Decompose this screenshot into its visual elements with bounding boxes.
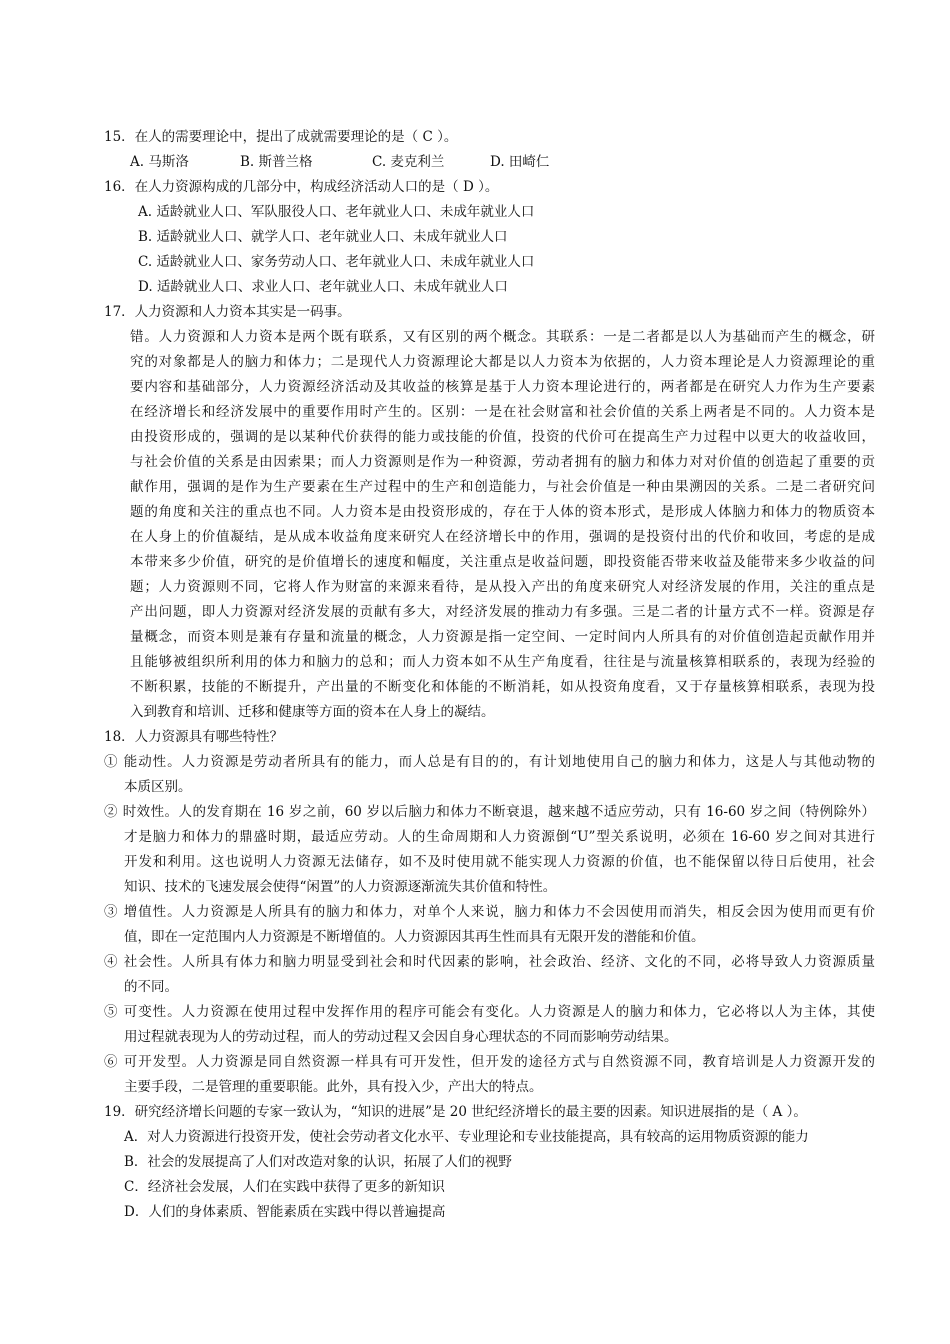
option-a: A．对人力资源进行投资开发，使社会劳动者文化水平、专业理论和专业技能提高，具有较高的运用物质资源的能力	[124, 1129, 809, 1145]
trait-item: ⑥ 可开发型。人力资源是同自然资源一样具有可开发性，但开发的途径方式与自然资源不同，教育培训是人力资源开发的	[104, 1054, 875, 1070]
answer-line: 入到教育和培训、迁移和健康等方面的资本在人身上的凝结。	[130, 704, 495, 720]
question-18-stem: 18．人力资源具有哪些特性？	[104, 729, 284, 745]
answer-line: 产出问题，即人力资源对经济发展的贡献有多大，对经济发展的推动力有多强。三是二者的计量方式不一样。资源是存	[130, 604, 875, 620]
trait-item-continued: 值，即在一定范围内人力资源是不断增值的。人力资源因其再生性而具有无限开发的潜能和价值。	[124, 929, 705, 945]
option-c: C．经济社会发展，人们在实践中获得了更多的新知识	[124, 1179, 445, 1195]
answer-line: 不断积累，技能的不断提升，产出量的不断变化和体能的不断消耗，如从投资角度看，又于存量核算相联系，表现为投	[130, 679, 875, 695]
answer-line: 在人身上的价值凝结，是从成本收益角度来研究人在经济增长中的作用，强调的是投资付出的代价和收回，考虑的是成	[130, 529, 875, 545]
answer-line: 且能够被组织所利用的体力和脑力的总和；而人力资本如不从生产角度看，往往是与流量核算相联系的，表现为经验的	[130, 654, 875, 670]
option-d: D. 田崎仁	[490, 154, 550, 170]
answer-line: 由投资形成的，强调的是以某种代价获得的能力或技能的价值，投资的代价可在提高生产力过程中以更大的收益收回，	[130, 429, 875, 445]
answer-line: 要内容和基础部分，人力资源经济活动及其收益的核算是基于人力资本理论进行的，两者都是在研究人力作为生产要素	[130, 379, 875, 395]
trait-item-continued: 本质区别。	[124, 779, 192, 795]
option-a: A. 马斯洛	[130, 154, 189, 170]
question-17-stem: 17．人力资源和人力资本其实是一码事。	[104, 304, 351, 320]
answer-line: 题的角度和关注的重点也不同。人力资本是由投资形成的，存在于人体的资本形式，是形成人体脑力和体力的物质资本	[130, 504, 875, 520]
trait-item: ① 能动性。人力资源是劳动者所具有的能力，而人总是有目的的，有计划地使用自己的脑力和体力，这是人与其他动物的	[104, 754, 875, 770]
answer-line: 与社会价值的关系是由因索果；而人力资源则是作为一种资源，劳动者拥有的脑力和体力对对价值的创造起了重要的贡	[130, 454, 875, 470]
option-d: D．人们的身体素质、智能素质在实践中得以普遍提高	[124, 1204, 446, 1220]
trait-item-continued: 开发和利用。这也说明人力资源无法储存，如不及时使用就不能实现人力资源的价值，也不能保留以待日后使用，社会	[124, 854, 875, 870]
trait-item-continued: 用过程就表现为人的劳动过程，而人的劳动过程又会因自身心理状态的不同而影响劳动结果。	[124, 1029, 678, 1045]
option-a: A. 适龄就业人口、军队服役人口、老年就业人口、未成年就业人口	[138, 204, 535, 220]
option-b: B. 斯普兰格	[240, 154, 313, 170]
option-c: C. 麦克利兰	[372, 154, 445, 170]
trait-item: ④ 社会性。人所具有体力和脑力明显受到社会和时代因素的影响，社会政治、经济、文化的不同，必将导致人力资源质量	[104, 954, 875, 970]
option-b: B．社会的发展提高了人们对改造对象的认识，拓展了人们的视野	[124, 1154, 512, 1170]
trait-item-continued: 知识、技术的飞速发展会使得“闲置”的人力资源逐渐流失其价值和特性。	[124, 879, 557, 895]
answer-line: 本带来多少价值，研究的是价值增长的速度和幅度，关注重点是收益问题，即投资能否带来收益及能带来多少收益的问	[130, 554, 875, 570]
answer-line: 量概念，而资本则是兼有存量和流量的概念，人力资源是指一定空间、一定时间内人所具有的对价值创造起贡献作用并	[130, 629, 875, 645]
answer-line: 错。人力资源和人力资本是两个既有联系，又有区别的两个概念。其联系：一是二者都是以人为基础而产生的概念，研	[130, 329, 875, 345]
answer-line: 在经济增长和经济发展中的重要作用时产生的。区别：一是在社会财富和社会价值的关系上两者是不同的。人力资本是	[130, 404, 875, 420]
answer-line: 究的对象都是人的脑力和体力；二是现代人力资源理论大都是以人力资本为依据的，人力资本理论是人力资源理论的重	[130, 354, 875, 370]
option-d: D. 适龄就业人口、求业人口、老年就业人口、未成年就业人口	[138, 279, 508, 295]
answer-line: 题；人力资源则不同，它将人作为财富的来源来看待，是从投入产出的角度来研究人对经济发展的作用，关注的重点是	[130, 579, 875, 595]
trait-item: ③ 增值性。人力资源是人所具有的脑力和体力，对单个人来说，脑力和体力不会因使用而消失，相反会因为使用而更有价	[104, 904, 875, 920]
trait-item: ⑤ 可变性。人力资源在使用过程中发挥作用的程序可能会有变化。人力资源是人的脑力和体力，它必将以人为主体，其使	[104, 1004, 875, 1020]
answer-line: 献作用，强调的是作为生产要素在生产过程中的生产和创造能力，与社会价值是一种由果溯因的关系。二是二者研究问	[130, 479, 875, 495]
question-15-options	[130, 153, 549, 171]
question-16-stem: 16．在人力资源构成的几部分中，构成经济活动人口的是（ D ）。	[104, 179, 499, 195]
trait-item-continued: 的不同。	[124, 979, 178, 995]
option-b: B. 适龄就业人口、就学人口、老年就业人口、未成年就业人口	[138, 229, 508, 245]
trait-item: ② 时效性。人的发育期在 16 岁之前，60 岁以后脑力和体力不断衰退，越来越不适应劳动，只有 16-60 岁之间（特例除外）	[104, 804, 875, 820]
trait-item-continued: 才是脑力和体力的鼎盛时期，最适应劳动。人的生命周期和人力资源倒“U”型关系说明，必须在 16-60 岁之间对其进行	[124, 829, 875, 845]
option-c: C. 适龄就业人口、家务劳动人口、老年就业人口、未成年就业人口	[138, 254, 535, 270]
question-15-stem: 15．在人的需要理论中，提出了成就需要理论的是（ C ）。	[104, 129, 458, 145]
question-19-stem: 19．研究经济增长问题的专家一致认为，“知识的进展”是 20 世纪经济增长的最主要的因素。知识进展指的是（ A ）。	[104, 1104, 807, 1120]
trait-item-continued: 主要手段，二是管理的重要职能。此外，具有投入少，产出大的特点。	[124, 1079, 543, 1095]
